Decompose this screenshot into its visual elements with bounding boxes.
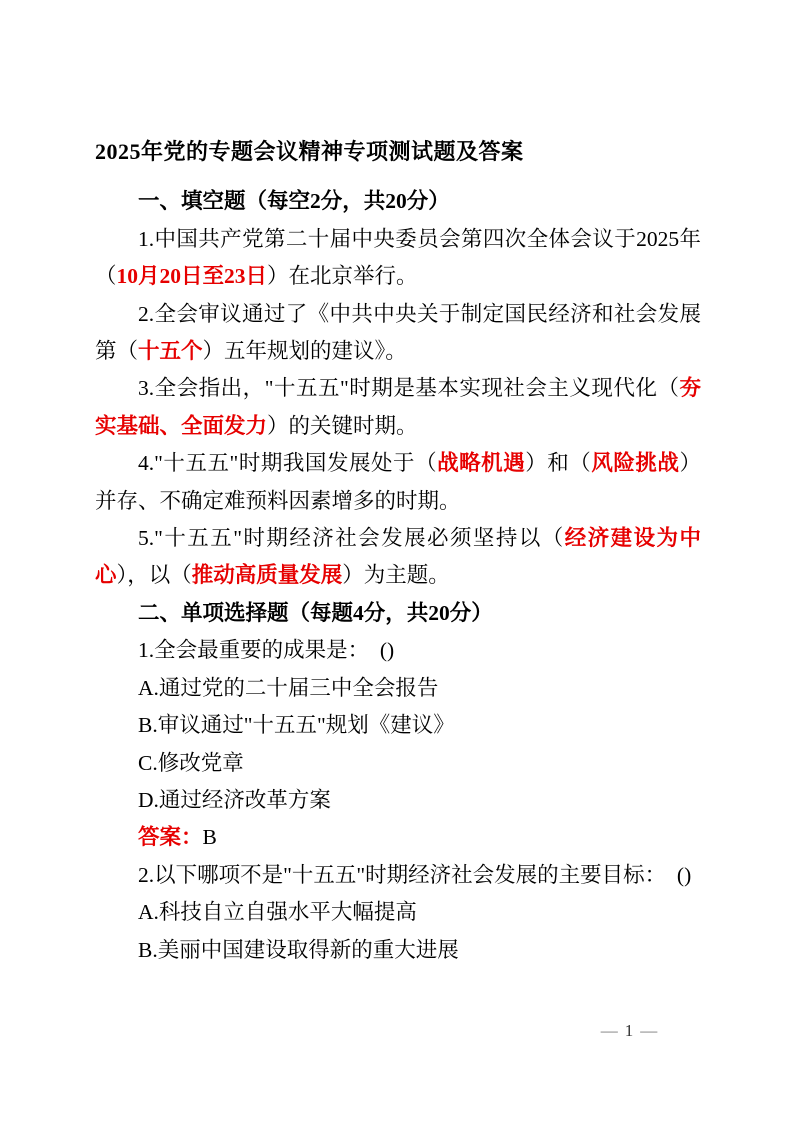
fill-item-5-answer-1: 经济建设为中心 [95,526,701,588]
fill-item-4-answer-2: 风险挑战 [591,451,680,476]
document-content [95,133,701,969]
fill-item-3 [95,370,701,445]
fill-section-heading: 一、填空题（每空2分，共20分） [138,189,450,214]
fill-item-4-text-mid: ）和（ [525,451,592,476]
fill-item-5-text: 5."十五五"时期经济社会发展必须坚持以（ [138,526,565,551]
fill-item-3-text: 3.全会指出，"十五五"时期是基本实现社会主义现代化（ [138,376,680,401]
choice-section-heading: 二、单项选择题（每题4分，共20分） [138,600,493,625]
fill-item-2 [95,296,701,371]
page-number: 1 [624,1021,634,1040]
question-1-option-a: A.通过党的二十届三中全会报告 [138,675,439,700]
question-1-option-b: B.审议通过"十五五"规划《建议》 [138,713,455,738]
fill-item-3-answer: 夯实基础、全面发力 [95,376,701,438]
question-2-option-b: B.美丽中国建设取得新的重大进展 [138,937,459,962]
question-2-option-a: A.科技自立自强水平大幅提高 [138,900,417,925]
fill-item-2-answer: 十五个 [138,339,203,364]
fill-item-2-text-end: ）五年规划的建议》。 [202,339,407,364]
fill-item-1-text-end: ）在北京举行。 [267,264,418,289]
question-2-stem: 2.以下哪项不是"十五五"时期经济社会发展的主要目标： () [138,862,692,887]
question-1-option-d: D.通过经济改革方案 [138,787,331,812]
fill-item-3-text-end: ）的关键时期。 [267,413,418,438]
footer-left-dash: — [600,1021,618,1040]
footer-right-dash: — [640,1021,658,1040]
fill-item-4 [95,445,701,520]
fill-item-4-text-end: ）并存、不确定难预料因素增多的时期。 [95,451,701,513]
document-title: 2025年党的专题会议精神专项测试题及答案 [95,139,524,164]
fill-item-4-text: 4."十五五"时期我国发展处于（ [138,451,438,476]
fill-item-1 [95,221,701,296]
page-footer [556,1020,702,1042]
answer-value: B [202,825,217,850]
fill-item-4-answer-1: 战略机遇 [437,451,526,476]
question-1-option-c: C.修改党章 [138,750,244,775]
answer-label: 答案： [138,825,203,850]
fill-item-5-answer-2: 推动高质量发展 [191,563,343,588]
question-1-answer-line [95,819,701,856]
fill-item-1-text: 1.中国共产党第二十届中央委员会第四次全体会议于2025年（ [95,226,701,289]
fill-item-2-text: 2.全会审议通过了《中共中央关于制定国民经济和社会发展第（ [95,301,701,364]
fill-item-1-answer: 10月20日至23日 [116,264,268,289]
question-1-stem: 1.全会最重要的成果是： () [138,638,395,663]
fill-item-5-text-end: ）为主题。 [342,563,450,588]
fill-item-5 [95,520,701,595]
fill-item-5-text-mid: ），以（ [116,563,192,588]
